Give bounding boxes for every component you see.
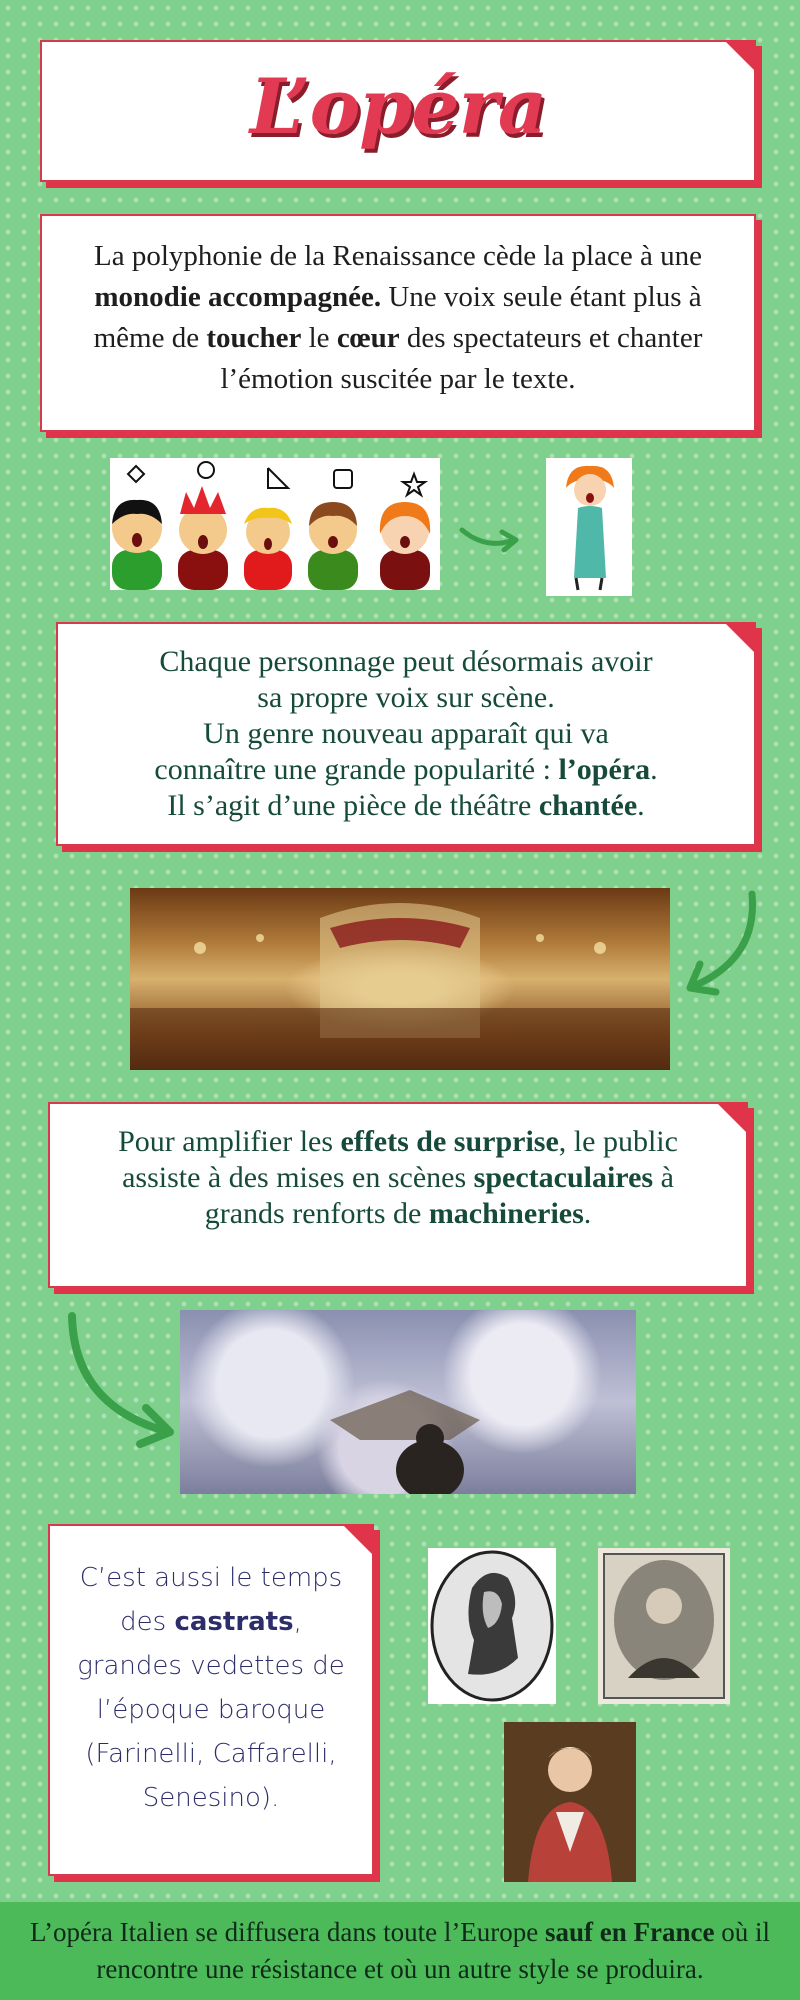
- intro-text-3: le: [301, 322, 337, 354]
- intro-bold-2: toucher: [206, 322, 302, 354]
- genre-line-1: Chaque personnage peut désormais avoir: [159, 645, 653, 678]
- machinery-bold-2: spectaculaires: [473, 1161, 654, 1194]
- castrati-card: [48, 1524, 374, 1876]
- title-card: [40, 40, 756, 182]
- machinery-text-1: Pour amplifier les: [118, 1125, 341, 1158]
- star-icon: [403, 474, 425, 495]
- genre-line-4-text: connaître une grande popularité :: [154, 753, 559, 786]
- intro-text: [62, 236, 734, 400]
- machinery-text-2: , le public assiste à des mises en scènes: [122, 1125, 678, 1194]
- machinery-card: [48, 1102, 748, 1288]
- machinery-bold-3: machineries: [428, 1197, 584, 1230]
- intro-card: [40, 214, 756, 432]
- machinery-text-4: .: [583, 1197, 592, 1230]
- portrait-engraving-frame: [598, 1548, 730, 1704]
- genre-line-5-bold: chantée: [538, 789, 638, 822]
- machinery-text: [80, 1124, 716, 1232]
- genre-line-4-bold: l’opéra: [558, 753, 651, 786]
- opera-singer-illustration: [546, 458, 632, 596]
- arrow-down-left-icon: [680, 888, 760, 1000]
- genre-line-5-text: Il s’agit d’une pièce de théâtre: [167, 789, 539, 822]
- intro-text-1: La polyphonie de la Renaissance cède la place à une: [94, 240, 702, 272]
- arrow-down-right-icon: [60, 1310, 180, 1450]
- castrati-text-2: , grandes vedettes de l’époque baroque (Farinelli, Caffarelli, Senesino).: [77, 1607, 345, 1813]
- genre-line-4: [78, 752, 734, 788]
- machinery-text-3: à grands renforts de: [204, 1161, 674, 1230]
- footer-text-2: où il rencontre une résistance et où un autre style se produira.: [96, 1917, 771, 1984]
- intro-bold-3: cœur: [336, 322, 400, 354]
- circle-icon: [198, 462, 214, 478]
- stage-machinery-photo: [180, 1310, 636, 1494]
- castrati-text-1: C’est aussi le temps des: [79, 1563, 343, 1637]
- footer-bold: sauf en France: [545, 1917, 715, 1947]
- portrait-engraving-oval: [428, 1548, 556, 1704]
- genre-line-4-end: .: [650, 753, 658, 786]
- genre-line-2: sa propre voix sur scène.: [257, 681, 555, 714]
- diamond-icon: [128, 466, 144, 482]
- footer-text: [0, 1914, 800, 1988]
- triangle-icon: [268, 468, 288, 488]
- intro-bold-1: monodie accompagnée.: [94, 281, 382, 313]
- machinery-bold-1: effets de surprise: [340, 1125, 559, 1158]
- opera-genre-text: [78, 644, 734, 824]
- square-icon: [334, 470, 352, 488]
- castrati-bold: castrats: [174, 1607, 294, 1637]
- footer-text-1: L’opéra Italien se diffusera dans toute l’Europe: [29, 1917, 546, 1947]
- corner-fold: [342, 1524, 374, 1556]
- arrow-right-icon: [456, 520, 526, 560]
- corner-fold: [716, 1102, 748, 1134]
- genre-line-5-end: .: [637, 789, 645, 822]
- baroque-theatre-photo: [130, 888, 670, 1070]
- portrait-painting: [504, 1722, 636, 1882]
- opera-genre-card: [56, 622, 756, 846]
- castrati-text: [70, 1556, 352, 1820]
- page-title: L’opéra: [249, 62, 547, 151]
- genre-line-5: [78, 788, 734, 824]
- genre-line-3: Un genre nouveau apparaît qui va: [203, 717, 609, 750]
- singers-illustration: [110, 458, 440, 590]
- intro-text-2: Une voix seule étant plus à même de: [93, 281, 702, 354]
- intro-text-4: des spectateurs et chanter l’émotion suscitée par le texte.: [220, 322, 703, 395]
- footer-banner: [0, 1902, 800, 2000]
